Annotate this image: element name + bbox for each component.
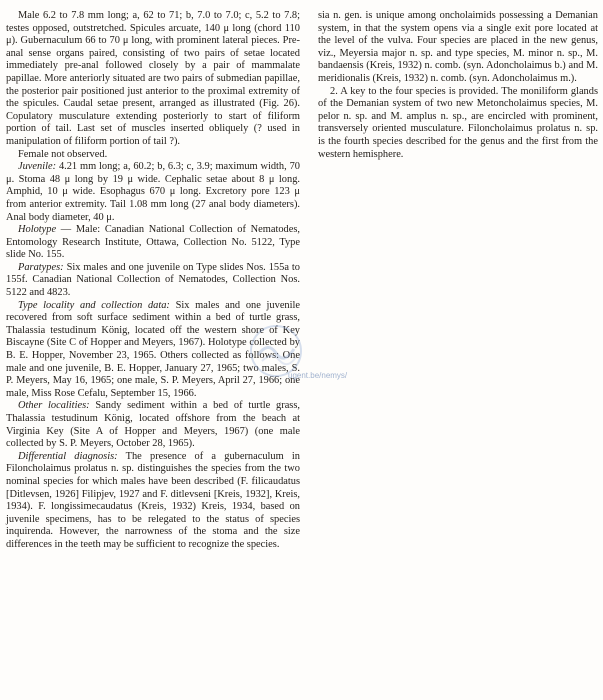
male-description-paragraph: Male 6.2 to 7.8 mm long; a, 62 to 71; b, 7.0 to 7.0; c, 5.2 to 7.8; testes opposed, outstretched. Spicules arcuate, 140 μ long (chord 110 μ). Gubernaculum 66 to 70 μ long, with prominent lateral pieces. Pre-anal sense organs paired, consisting of two pairs of setae located immediately pre-anal followed closely by a pair of mammalate papillae. More anteriorly situated are two pairs of submedian papillae, the posterior pair positioned just anterior to the proximal extremity of the spicules. Caudal setae present, arranged as illustrated (Fig. 26). Copulatory musculature extending posteriorly to start of filiform portion of tail. Last set of muscles inserted obliquely (? used in manipulation of filiform portion of tail ?).	[6, 10, 300, 147]
holotype-text: — Male: Canadian National Collection of Nematodes, Entomology Research Institute, Ottawa, Collection No. 5122, Type slide No. 155.	[6, 224, 300, 261]
juvenile-text: 4.21 mm long; a, 60.2; b, 6.3; c, 3.9; maximum width, 70 μ. Stoma 48 μ long by 19 μ wide. Cephalic setae about 8 μ long. Amphid, 10 μ wide. Esophagus 670 μ long. Excretory pore 123 μ from anterior extremity. Tail 1.08 mm long (27 anal body diameters). Anal body diameter, 40 μ.	[6, 161, 300, 223]
juvenile-label: Juvenile:	[18, 161, 57, 173]
type-locality-text: Six males and one juvenile recovered from soft surface sediment within a bed of turtle grass, Thalassia testudinum König, located off the western shore of Key Biscayne (Site C of Hopper and Meyers, 1967). Holotype collected by B. E. Hopper, November 23, 1965. Others collected as follows: One male and one juvenile, B. E. Hopper, January 27, 1965; two males, S. P. Meyers, May 16, 1965; one male, S. P. Meyers, April 27, 1966; one male, Miss Rose Cefalu, September 15, 1966.	[6, 299, 301, 399]
differential-diagnosis-label: Differential diagnosis:	[18, 450, 118, 462]
key-summary-paragraph: 2. A key to the four species is provided. The moniliform glands of the Demanian system of two new Metoncholaimus species, M. pelor n. sp. and M. amplus n. sp., are encircled with prominent, transversely oriented musculature. Filoncholaimus prolatus n. sp. is the fourth species described for the genus and the first from the western hemisphere.	[318, 85, 598, 160]
type-locality-label: Type locality and collection data:	[18, 299, 170, 311]
left-column	[6, 10, 300, 552]
other-localities-label: Other localities:	[18, 400, 90, 412]
other-localities-paragraph	[6, 400, 300, 450]
paratypes-label: Paratypes:	[18, 261, 64, 273]
differential-diagnosis-text: The presence of a gubernaculum in Filoncholaimus prolatus n. sp. distinguishes the species from the two nominal species for which males have been described (F. filicaudatus [Ditlevsen, 1926] Filipjev, 1927 and F. ditlevseni [Kreis, 1932], Kreis, 1934). F. longissimecaudatus (Kreis, 1932) Kreis, 1934, based on juvenile specimens, has to be relegated to the status of species inquirenda. However, the narrowness of the stoma and the size differences in the teeth may be sufficient to recognize the species.	[6, 450, 300, 550]
other-localities-text: Sandy sediment within a bed of turtle grass, Thalassia testudinum König, located offshore from the beach at Virginia Key (Site A of Hopper and Meyers, 1967) (one male collected by S. P. Meyers, October 28, 1965).	[6, 400, 300, 450]
female-note-paragraph: Female not observed.	[18, 148, 108, 160]
differential-diagnosis-paragraph	[6, 451, 300, 552]
juvenile-paragraph	[6, 161, 300, 224]
holotype-paragraph	[6, 224, 300, 262]
paratypes-text: Six males and one juvenile on Type slides Nos. 155a to 155f. Canadian National Collection of Nematodes, Collection Nos. 5122 and 4823.	[6, 261, 300, 299]
watermark-url: ugent.be/nemys/	[288, 371, 348, 380]
paratypes-paragraph	[6, 262, 300, 300]
meyersia-summary-paragraph: sia n. gen. is unique among oncholaimids possessing a Demanian system, in that the system opens via a single exit pore located at the level of the vulva. Four species are placed in the new genus, viz., Meyersia major n. sp. and type species, M. minor n. sp., M. bandaensis (Kreis, 1932) n. comb. (syn. Adoncholaimus b.) and M. meridionalis (Kreis, 1932) n. comb. (syn. Adoncholaimus m.).	[318, 10, 598, 84]
right-column	[318, 10, 598, 161]
holotype-label: Holotype	[18, 224, 57, 236]
